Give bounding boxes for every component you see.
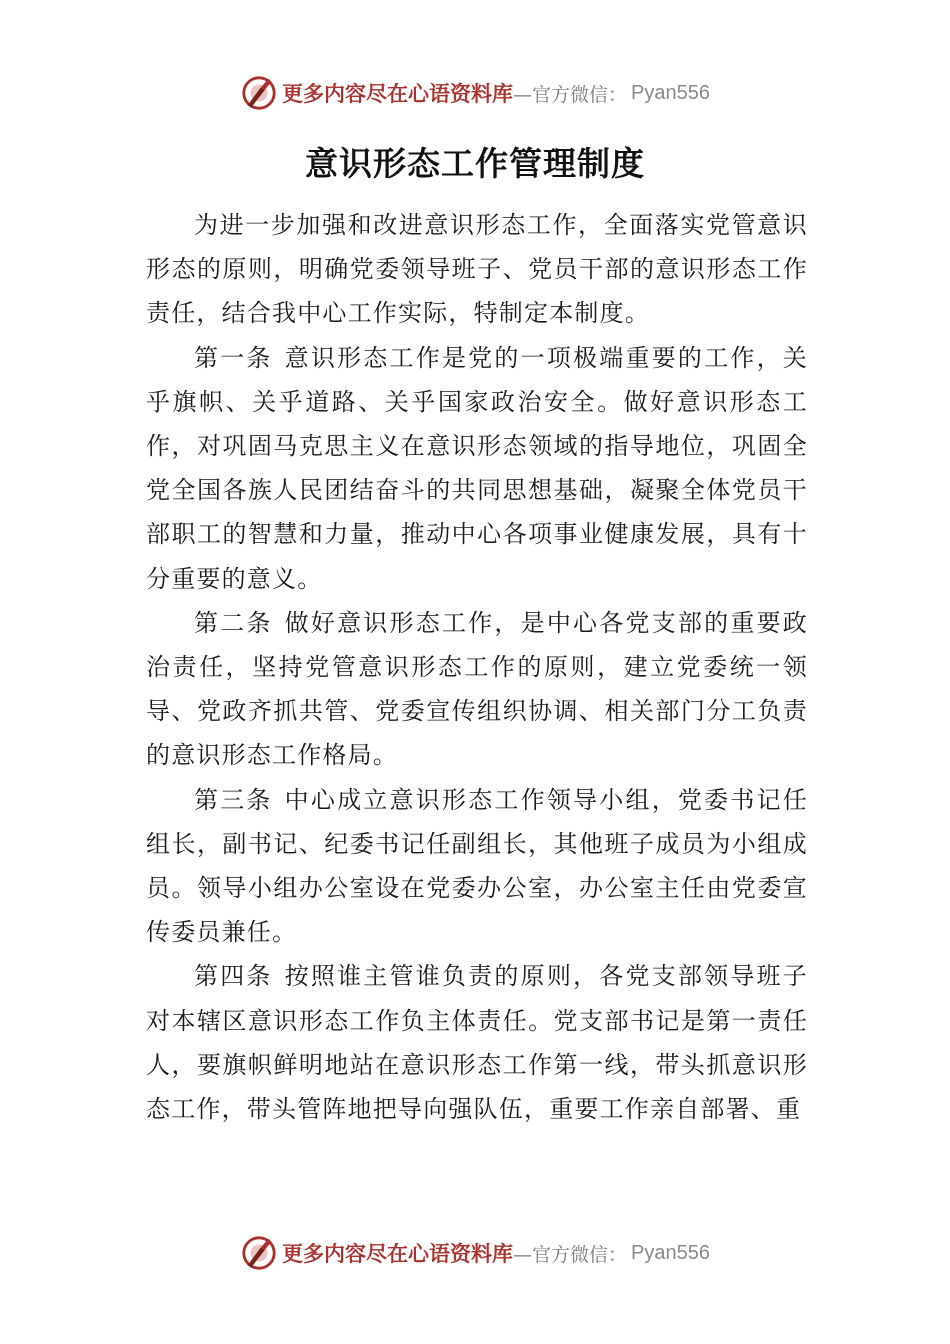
watermark-sub-text: —官方微信： (513, 83, 628, 106)
watermark-footer (0, 1233, 950, 1273)
article-3-label: 第三条 (194, 785, 273, 814)
library-logo-icon (240, 1234, 278, 1272)
document-title: 意识形态工作管理制度 (305, 144, 645, 183)
article-2 (146, 601, 808, 778)
intro-paragraph: 为进一步加强和改进意识形态工作，全面落实党管意识形态的原则，明确党委领导班子、党员干部的意识形态工作责任，结合我中心工作实际，特制定本制度。 (146, 211, 808, 328)
article-3-text: 中心成立意识形态工作领导小组，党委书记任组长，副书记、纪委书记任副组长，其他班子成员为小组成员。领导小组办公室设在党委办公室，办公室主任由党委宣传委员兼任。 (146, 785, 808, 947)
watermark-sub-text: —官方微信： (513, 1243, 628, 1266)
watermark-wechat-id: Pyan556 (631, 1241, 710, 1264)
article-1-text: 意识形态工作是党的一项极端重要的工作，关乎旗帜、关乎道路、关乎国家政治安全。做好意识形态工作，对巩固马克思主义在意识形态领域的指导地位，巩固全党全国各族人民团结奋斗的共同思想基础，凝聚全体党员干部职工的智慧和力量，推动中心各项事业健康发展，具有十分重要的意义。 (146, 343, 808, 593)
article-4 (146, 954, 808, 1131)
watermark-main-text: 更多内容尽在心语资料库 (282, 1241, 513, 1266)
watermark-wechat-id: Pyan556 (631, 81, 710, 104)
article-1 (146, 336, 808, 601)
library-logo-icon (240, 74, 278, 112)
article-1-label: 第一条 (194, 343, 273, 372)
article-3 (146, 778, 808, 955)
watermark-header (0, 73, 950, 113)
article-4-text: 按照谁主管谁负责的原则，各党支部领导班子对本辖区意识形态工作负主体责任。党支部书记是第一责任人，要旗帜鲜明地站在意识形态工作第一线，带头抓意识形态工作，带头管阵地把导向强队伍，重要工作亲自部署、重 (146, 962, 808, 1124)
watermark-main-text: 更多内容尽在心语资料库 (282, 81, 513, 106)
article-2-label: 第二条 (194, 608, 273, 637)
article-2-text: 做好意识形态工作，是中心各党支部的重要政治责任，坚持党管意识形态工作的原则，建立党委统一领导、党政齐抓共管、党委宣传组织协调、相关部门分工负责的意识形态工作格局。 (146, 608, 808, 770)
document-body (146, 203, 808, 1131)
article-4-label: 第四条 (194, 962, 273, 991)
